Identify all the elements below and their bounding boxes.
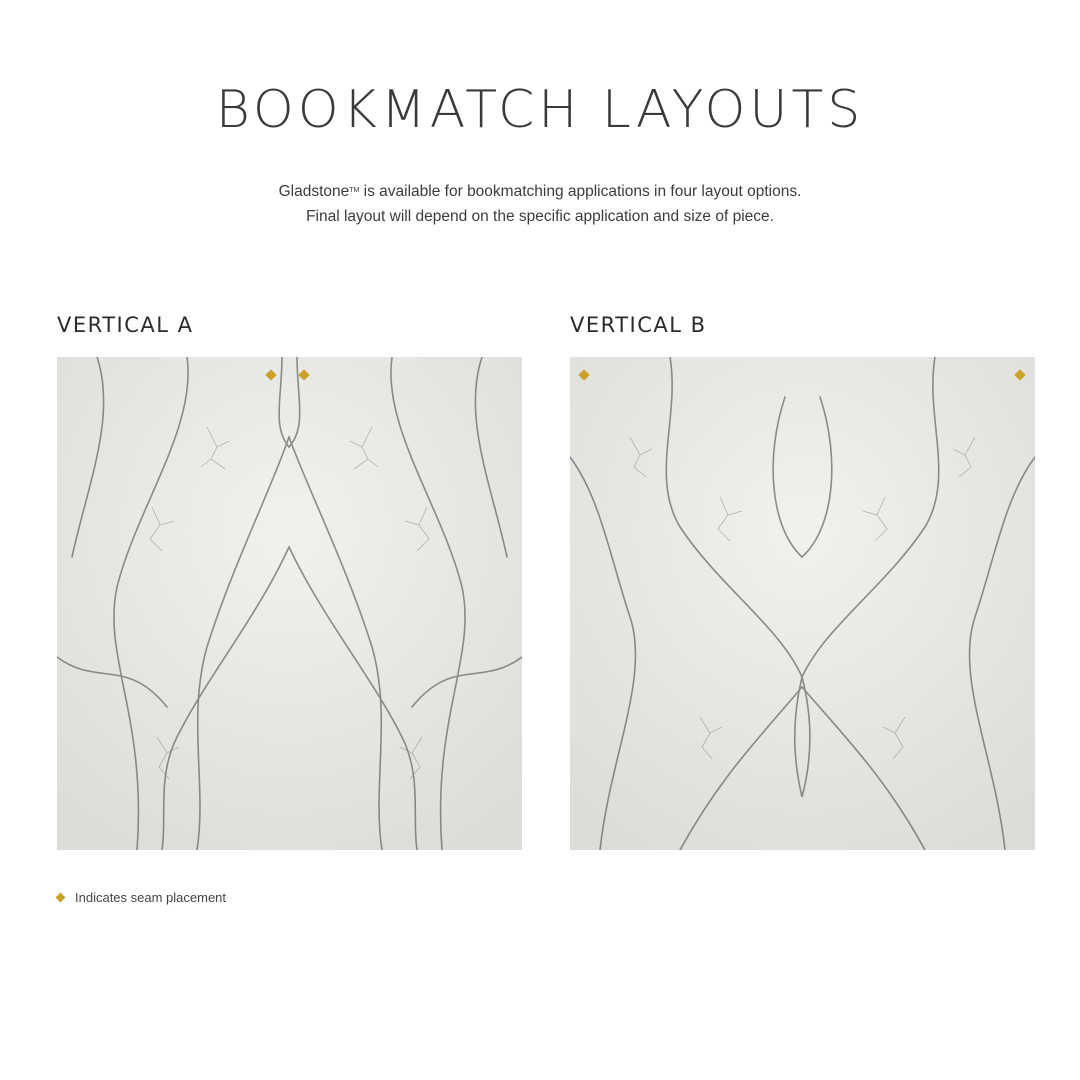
- intro-line-2: Final layout will depend on the specific application and size of piece.: [306, 208, 774, 225]
- layout-label-vertical-b: VERTICAL B: [570, 313, 707, 337]
- intro-line-1-text: is available for bookmatching applications in four layout options.: [359, 183, 802, 200]
- page-title: BOOKMATCH LAYOUTS: [215, 80, 865, 140]
- seam-diamond-icon: [56, 893, 66, 903]
- seam-legend: [57, 890, 226, 905]
- seam-legend-text: Indicates seam placement: [75, 890, 227, 905]
- slab-image-vertical-a: [57, 357, 522, 850]
- slab-image-vertical-b: [570, 357, 1035, 850]
- trademark-mark: TM: [349, 187, 360, 194]
- brand-name: Gladstone: [278, 183, 350, 200]
- intro-text: [0, 178, 1080, 229]
- intro-line-1: [0, 178, 1080, 204]
- layout-label-vertical-a: VERTICAL A: [57, 313, 194, 337]
